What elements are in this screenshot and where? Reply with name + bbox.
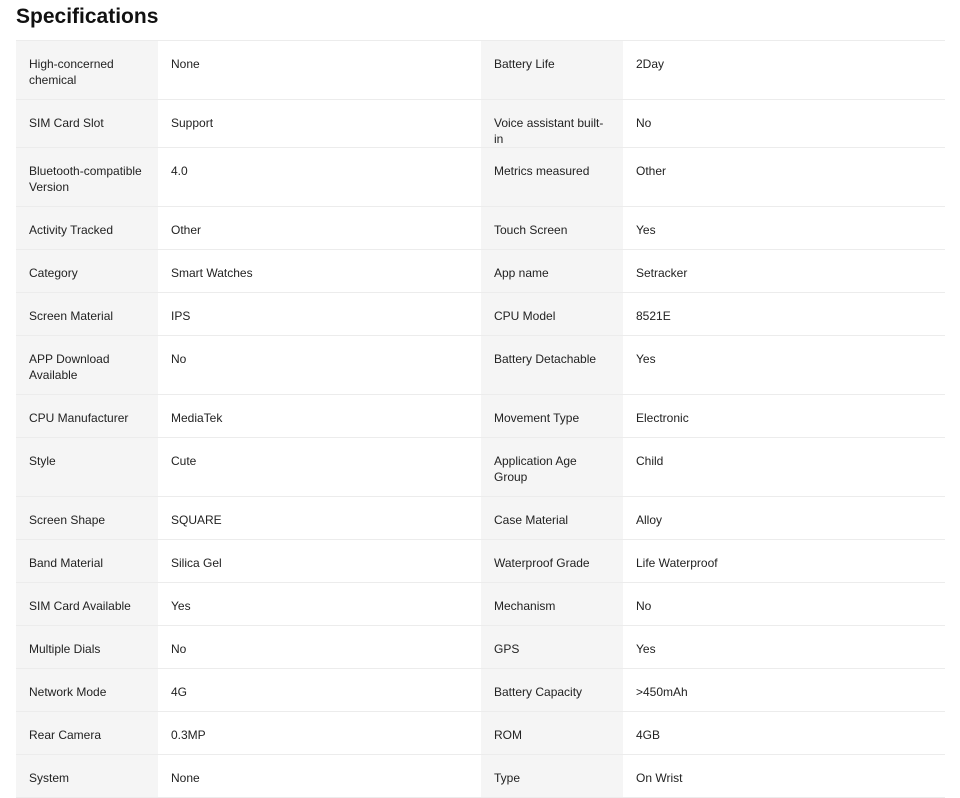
spec-label: ROM [481, 712, 623, 755]
spec-label: App name [481, 250, 623, 293]
spec-value: Silica Gel [158, 540, 481, 583]
spec-value: 0.3MP [158, 712, 481, 755]
spec-label: Bluetooth-compatible Version [16, 148, 158, 207]
spec-label: Battery Detachable [481, 336, 623, 395]
spec-value: >450mAh [623, 669, 945, 712]
section-title: Specifications [16, 5, 159, 28]
spec-label: Voice assistant built-in [481, 100, 623, 148]
spec-label: Type [481, 755, 623, 798]
spec-value: None [158, 41, 481, 100]
spec-value: IPS [158, 293, 481, 336]
spec-label: Activity Tracked [16, 207, 158, 250]
spec-value: 8521E [623, 293, 945, 336]
spec-value: MediaTek [158, 395, 481, 438]
spec-row [16, 148, 945, 207]
spec-label: Screen Material [16, 293, 158, 336]
spec-value: Alloy [623, 497, 945, 540]
spec-value: Cute [158, 438, 481, 497]
spec-row [16, 293, 945, 336]
spec-label: Category [16, 250, 158, 293]
spec-label: CPU Model [481, 293, 623, 336]
spec-label: CPU Manufacturer [16, 395, 158, 438]
spec-value: On Wrist [623, 755, 945, 798]
spec-row [16, 712, 945, 755]
spec-row [16, 207, 945, 250]
spec-value: No [623, 583, 945, 626]
spec-label: Case Material [481, 497, 623, 540]
spec-value: No [158, 336, 481, 395]
spec-value: 4GB [623, 712, 945, 755]
spec-row [16, 336, 945, 395]
spec-value: Yes [158, 583, 481, 626]
spec-value: Setracker [623, 250, 945, 293]
spec-row [16, 669, 945, 712]
spec-value: Child [623, 438, 945, 497]
spec-row [16, 755, 945, 798]
spec-label: Battery Life [481, 41, 623, 100]
spec-label: Screen Shape [16, 497, 158, 540]
spec-value: Smart Watches [158, 250, 481, 293]
spec-value: 2Day [623, 41, 945, 100]
spec-value: Electronic [623, 395, 945, 438]
spec-value: Other [623, 148, 945, 207]
spec-label: Band Material [16, 540, 158, 583]
specifications-table [16, 40, 945, 798]
spec-label: SIM Card Slot [16, 100, 158, 148]
spec-label: Touch Screen [481, 207, 623, 250]
spec-row [16, 583, 945, 626]
spec-value: 4G [158, 669, 481, 712]
spec-value: No [623, 100, 945, 148]
spec-value: Yes [623, 207, 945, 250]
spec-value: No [158, 626, 481, 669]
spec-label: High-concerned chemical [16, 41, 158, 100]
spec-value: Support [158, 100, 481, 148]
spec-label: GPS [481, 626, 623, 669]
spec-label: Mechanism [481, 583, 623, 626]
spec-row [16, 626, 945, 669]
spec-value: Life Waterproof [623, 540, 945, 583]
spec-value: SQUARE [158, 497, 481, 540]
spec-value: None [158, 755, 481, 798]
spec-label: APP Download Available [16, 336, 158, 395]
spec-label: Waterproof Grade [481, 540, 623, 583]
spec-label: Rear Camera [16, 712, 158, 755]
spec-row [16, 438, 945, 497]
spec-label: SIM Card Available [16, 583, 158, 626]
spec-row [16, 250, 945, 293]
spec-value: 4.0 [158, 148, 481, 207]
spec-row [16, 497, 945, 540]
spec-label: Style [16, 438, 158, 497]
spec-row [16, 540, 945, 583]
spec-value: Yes [623, 336, 945, 395]
spec-label: Application Age Group [481, 438, 623, 497]
spec-label: System [16, 755, 158, 798]
spec-label: Battery Capacity [481, 669, 623, 712]
spec-value: Yes [623, 626, 945, 669]
spec-label: Network Mode [16, 669, 158, 712]
spec-label: Multiple Dials [16, 626, 158, 669]
spec-row [16, 41, 945, 100]
spec-row [16, 100, 945, 148]
spec-label: Movement Type [481, 395, 623, 438]
spec-row [16, 395, 945, 438]
spec-value: Other [158, 207, 481, 250]
spec-label: Metrics measured [481, 148, 623, 207]
